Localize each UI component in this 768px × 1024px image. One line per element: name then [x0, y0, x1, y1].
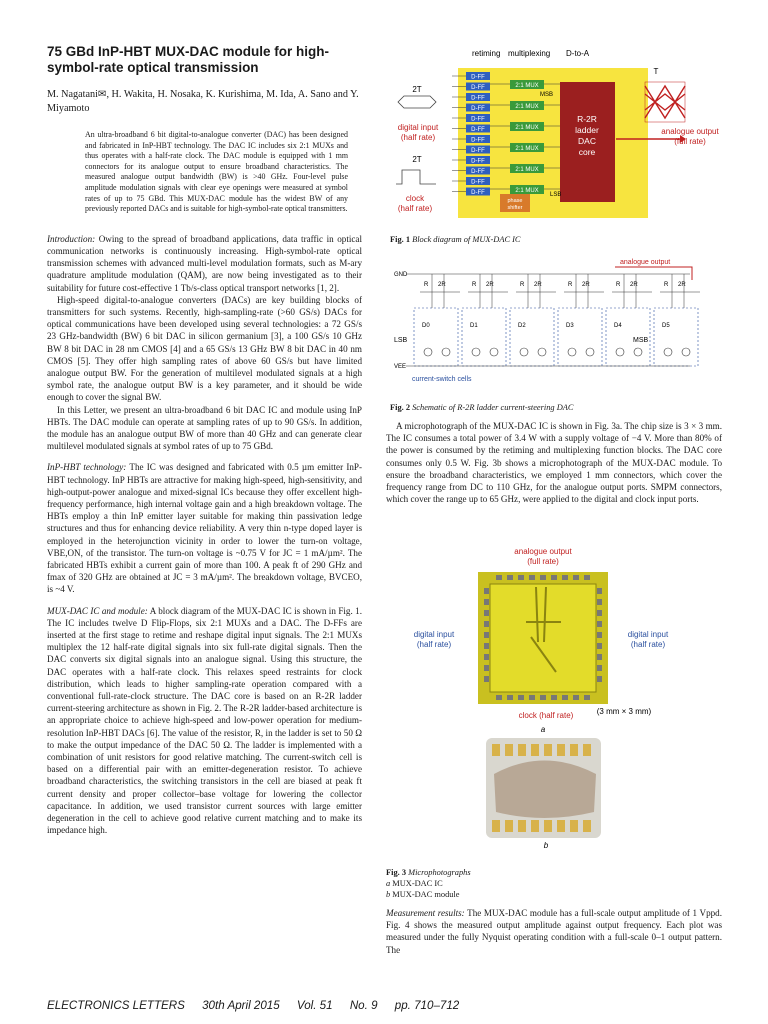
- fig3-analogue-output-label: analogue output: [514, 547, 572, 556]
- current-source: [472, 348, 480, 356]
- two-t-top-label: 2T: [412, 85, 422, 94]
- chip-pad: [573, 695, 579, 700]
- chip-pad: [540, 695, 546, 700]
- chip-pad: [584, 575, 590, 580]
- t-label: T: [653, 67, 659, 76]
- bit-label: D0: [422, 323, 430, 329]
- connector: [544, 744, 552, 756]
- fig2-msb-label: MSB: [633, 337, 649, 344]
- connector: [557, 744, 565, 756]
- bit-label: D3: [566, 323, 574, 329]
- fig3-caption-a-letter: a: [386, 879, 391, 888]
- chip-pad: [484, 588, 489, 594]
- current-source: [616, 348, 624, 356]
- chip-pad: [484, 621, 489, 627]
- bit-label: D4: [614, 323, 622, 329]
- intro-text-1: Owing to the spread of broadband applications, data traffic in optical communication networks is continuously increasing. High-symbol-rate optical transmission schemes with advanced multi-level modulation formats, such as M-ary quadrature amplitude modulation (QAM), are now being investigated as to their suitability for future cost-effective 1 Tb/s-class optical transport networks [1, 2].: [47, 233, 362, 293]
- block-diagram: [390, 44, 735, 219]
- connector: [505, 820, 513, 832]
- chip-pad: [597, 588, 602, 594]
- fig3-caption-label: Fig. 3: [386, 868, 407, 877]
- dff-label: D-FF: [471, 169, 485, 175]
- dff-label: D-FF: [471, 95, 485, 102]
- chip-pad: [484, 654, 489, 660]
- chip-pad: [507, 575, 513, 580]
- dff-label: D-FF: [471, 137, 485, 144]
- eye-diagram-shape: [398, 96, 436, 108]
- chip-pad: [484, 632, 489, 638]
- resistor-label-2r: 2R: [582, 282, 590, 288]
- chip-pad: [551, 695, 557, 700]
- bit-label: D2: [518, 323, 526, 329]
- bit-label: D1: [470, 323, 478, 329]
- fig1-clock-rate-label: (half rate): [397, 204, 433, 213]
- fig1-retiming-label: retiming: [472, 49, 501, 58]
- resistor-label-2r: 2R: [486, 282, 494, 288]
- chip-pad: [518, 695, 524, 700]
- connector: [492, 744, 500, 756]
- r2r-schematic: [390, 252, 735, 387]
- lsb-label: LSB: [550, 192, 562, 198]
- fig1-digital-input-label: digital input: [397, 123, 439, 132]
- chip-pad: [496, 575, 502, 580]
- current-switch-cell: [462, 308, 506, 366]
- connector: [531, 744, 539, 756]
- footer-journal: ELECTRONICS LETTERS: [47, 999, 185, 1012]
- bit-label: D5: [662, 323, 670, 329]
- current-source: [664, 348, 672, 356]
- connector: [583, 820, 591, 832]
- resistor-label: R: [520, 282, 525, 288]
- chip-pad: [529, 575, 535, 580]
- chip-pad: [597, 599, 602, 605]
- current-source: [442, 348, 450, 356]
- mux-label: 2:1 MUX: [515, 187, 539, 194]
- left-column: [47, 44, 362, 837]
- ladder-group: [414, 274, 700, 366]
- chip-pad: [540, 575, 546, 580]
- chip-pad: [518, 575, 524, 580]
- chip-pad: [529, 695, 535, 700]
- connector: [518, 744, 526, 756]
- current-switch-cell: [414, 308, 458, 366]
- dac-core-label-3: DAC: [578, 136, 596, 146]
- dac-core-label-2: ladder: [575, 125, 599, 135]
- dff-label: D-FF: [471, 148, 485, 154]
- fig3-size-label: (3 mm × 3 mm): [596, 707, 652, 716]
- connector: [505, 744, 513, 756]
- fig3-sub-a-label: a: [540, 725, 546, 734]
- current-switch-cell: [558, 308, 602, 366]
- muxdac-paragraph: [47, 605, 362, 837]
- resistor-label-2r: 2R: [534, 282, 542, 288]
- resistor-label: R: [424, 282, 429, 288]
- current-switch-cell: [654, 308, 698, 366]
- footer-date: 30th April 2015: [202, 999, 280, 1012]
- dff-label: D-FF: [471, 190, 485, 196]
- fig3-clock-label: clock (half rate): [518, 711, 574, 720]
- chip-pad: [496, 695, 502, 700]
- chip-pad: [484, 665, 489, 671]
- dff-label: D-FF: [471, 179, 485, 186]
- fig3-caption-b: MUX-DAC module: [392, 890, 460, 899]
- fig3-caption-text: Microphotographs: [408, 868, 471, 877]
- mux-label: 2:1 MUX: [515, 82, 539, 89]
- chip-pad: [597, 632, 602, 638]
- fig3-caption-b-letter: b: [386, 890, 391, 899]
- fig3-half-rate-right: (half rate): [630, 640, 666, 649]
- connector: [544, 820, 552, 832]
- dff-label: D-FF: [471, 116, 485, 123]
- fig3-half-rate-left: (half rate): [416, 640, 452, 649]
- paper-title: 75 GBd InP-HBT MUX-DAC module for high-symbol-rate optical transmission: [47, 44, 329, 75]
- resistor-label: R: [472, 282, 477, 288]
- current-source: [682, 348, 690, 356]
- intro-paragraph-1: [47, 233, 362, 294]
- chip-pad: [597, 621, 602, 627]
- chip-pad: [507, 695, 513, 700]
- module-photo: [486, 738, 601, 838]
- measurement-heading: Measurement results:: [386, 908, 465, 918]
- measurement-section: [386, 907, 722, 956]
- dff-label: D-FF: [471, 106, 485, 112]
- connector: [492, 820, 500, 832]
- microphotographs: [386, 542, 722, 852]
- chip-pad: [597, 665, 602, 671]
- connector: [570, 820, 578, 832]
- current-source: [490, 348, 498, 356]
- fig1-caption-text: Block diagram of MUX-DAC IC: [412, 235, 521, 244]
- fig2-caption-label: Fig. 2: [390, 403, 411, 412]
- dff-label: D-FF: [471, 85, 485, 91]
- measurement-text: The MUX-DAC module has a full-scale output amplitude of 1 Vppd. Fig. 4 shows the measured output amplitude against output frequency. Each plot was measured under the fully Nyquist operating condition with a full-scale 0–1 output pattern. The: [386, 908, 722, 955]
- vee-label: VEE: [394, 364, 407, 370]
- current-source: [424, 348, 432, 356]
- connector: [557, 820, 565, 832]
- fig3-caption-a: MUX-DAC IC: [392, 879, 443, 888]
- connector: [518, 820, 526, 832]
- tech-heading: InP-HBT technology:: [47, 462, 127, 473]
- figure-2: [390, 252, 735, 422]
- fig1-multiplexing-label: multiplexing: [508, 49, 551, 58]
- current-switch-cell: [510, 308, 554, 366]
- intro-paragraph-3: In this Letter, we present an ultra-broadband 6 bit DAC IC and module using InP HBTs. The DAC module can operate at sampling rates of up to 90 GS/s. In addition, the module has an analogue output BW of more than 40 GHz and can generate clear multilevel modulated signals at symbol rates of up to 75 GBd.: [47, 404, 362, 452]
- chip-pad: [597, 654, 602, 660]
- eye-pattern-output: [645, 82, 685, 122]
- fig3-digital-input-left: digital input: [413, 630, 455, 639]
- dff-label: D-FF: [471, 158, 485, 165]
- intro-paragraph-2: High-speed digital-to-analogue converters (DACs) are key building blocks of transmitters for such systems. Recently, high-sampling-rate (>60 GS/s) DACs for optical communications have been developed using several technologies: a 72 GS/s 23 GHz-bandwidth (BW) 6 bit DAC in silicon germanium [3], a 100 GS/s 10 GHz BW 8 bit DAC in 28 nm CMOS [4] and a 65 GS/s 13 GHz BW 8 bit DAC in 40 nm CMOS [5]. They offer high sampling rates of above 60 GS/s but have limited analogue output BW. For the generation of multilevel modulated signals at a high symbol rate, the analogue output BW is a key parameter, and it should be wide enough to cover the signal BW.: [47, 294, 362, 403]
- resistor-label-2r: 2R: [678, 282, 686, 288]
- dff-label: D-FF: [471, 127, 485, 133]
- resistor-label-2r: 2R: [630, 282, 638, 288]
- fig1-analogue-output-label: analogue output: [661, 127, 719, 136]
- current-source: [634, 348, 642, 356]
- phase-shifter-label-1: phase: [507, 198, 523, 204]
- chip-pad: [584, 695, 590, 700]
- chip-pad: [562, 695, 568, 700]
- chip-pad: [551, 575, 557, 580]
- muxdac-heading: MUX-DAC IC and module:: [47, 605, 148, 616]
- dac-core-label-1: R-2R: [577, 114, 597, 124]
- resistor-label: R: [616, 282, 621, 288]
- current-switch-cells-label: current-switch cells: [412, 376, 472, 383]
- fig3-caption: [386, 867, 722, 900]
- fig3-full-rate-label: (full rate): [527, 557, 559, 566]
- dff-label: D-FF: [471, 74, 485, 81]
- current-source: [586, 348, 594, 356]
- fig2-caption: [390, 402, 735, 413]
- abstract: An ultra-broadband 6 bit digital-to-analogue converter (DAC) has been designed and fabricated in InP-HBT technology. The DAC IC includes six 2:1 MUXs and thus operates with a half-rate clock. The DAC module is equipped with 1 mm connectors for its analogue output to ensure broadband characteristics. The measured analogue output bandwidth (BW) is >40 GHz. Four-level pulse amplitude modulation signals with clear eye openings were measured at symbol rates of up to 75 GBd. This MUX-DAC module has the widest BW of any previously reported DACs and is suitable for high-symbol-rate optical transmitters.: [85, 130, 348, 214]
- gnd-label: GND: [394, 272, 408, 278]
- chip-pad: [562, 575, 568, 580]
- resistor-label: R: [568, 282, 573, 288]
- journal-footer: [47, 999, 727, 1012]
- fig3-sub-b-label: b: [543, 841, 549, 850]
- connector: [583, 744, 591, 756]
- author-list: M. Nagatani✉, H. Wakita, H. Nosaka, K. Kurishima, M. Ida, A. Sano and Y. Miyamoto: [47, 89, 359, 114]
- mux-label: 2:1 MUX: [515, 166, 539, 173]
- fig2-output-line: [615, 267, 692, 280]
- current-source: [520, 348, 528, 356]
- fig1-dtoa-label: D-to-A: [566, 49, 590, 58]
- chip-pad: [484, 676, 489, 682]
- figure-3: [386, 542, 722, 902]
- right-paragraph-1: A microphotograph of the MUX-DAC IC is shown in Fig. 3a. The chip size is 3 × 3 mm. The IC consumes a total power of 3.4 W with a supply voltage of −4 V. More than 80% of the power is consumed by the retiming and multiplexing function blocks. The DAC core consumes only 0.5 W. Fig. 3b shows a microphotograph of the MUX-DAC module. To ensure the broadband characteristics, we employed 1 mm connectors, which cover the frequency range from DC to 110 GHz, for the analogue output ports. SMPM connectors, which cover the range up to 65 GHz, were applied to the digital and clock input ports.: [386, 421, 722, 505]
- fig2-analogue-output-label: analogue output: [620, 259, 671, 266]
- connector: [531, 820, 539, 832]
- clock-waveform: [396, 170, 436, 184]
- msb-label: MSB: [540, 92, 554, 98]
- fig3-digital-input-right: digital input: [627, 630, 669, 639]
- connector: [570, 744, 578, 756]
- body-text-right: [386, 420, 722, 505]
- body-text-left: [47, 233, 362, 837]
- resistor-label: R: [664, 282, 669, 288]
- tech-text: The IC was designed and fabricated with 0.5 µm emitter InP-HBT technology. InP HBTs are attractive for making high-speed, high-sensitivity, and high-output-power analogue and mixed-signal ICs because they offer excellent high-frequency performance, high internal voltage gain and a high breakdown voltage. The HBTs employ a thin InP emitter layer suitable for making thin passivation ledge structures and thus for enhancing device reliability. A very thin n-type doped layer is employed in the heterojunction vicinity in order to lower the turn-on voltage, VBE,ON, of the transistor. The turn-on voltage is ~0.75 V for JC = 1 mA/µm². The fabricated HBTs exhibit a current gain of more than 100. A peak ft of 290 GHz and fmax of 320 GHz are obtained at JC = 3 mA/µm². The breakdown voltage, BVCEO, is ~4 V.: [47, 462, 363, 595]
- resistor-label-2r: 2R: [438, 282, 446, 288]
- current-source: [538, 348, 546, 356]
- mux-label: 2:1 MUX: [515, 145, 539, 152]
- figure-1: [390, 44, 735, 244]
- chip-pad: [597, 610, 602, 616]
- fig1-caption: [390, 234, 735, 245]
- mux-label: 2:1 MUX: [515, 103, 539, 110]
- chip-pad: [573, 575, 579, 580]
- intro-heading: Introduction:: [47, 233, 96, 244]
- current-source: [568, 348, 576, 356]
- fig2-caption-text: Schematic of R-2R ladder current-steering DAC: [412, 403, 574, 412]
- fig1-clock-label: clock: [405, 194, 425, 203]
- footer-volume: Vol. 51: [296, 999, 333, 1012]
- dac-core-label-4: core: [578, 147, 596, 157]
- fig1-full-rate-label: (full rate): [674, 137, 706, 146]
- chip-core-area: [490, 584, 596, 692]
- fig2-lsb-label: LSB: [394, 337, 408, 344]
- fig1-half-rate-label: (half rate): [400, 133, 436, 142]
- mux-label: 2:1 MUX: [515, 124, 539, 131]
- two-t-bottom-label: 2T: [412, 155, 422, 164]
- measurement-paragraph: [386, 907, 722, 956]
- chip-pad: [597, 643, 602, 649]
- fig1-caption-label: Fig. 1: [390, 235, 411, 244]
- footer-issue: No. 9: [349, 999, 378, 1012]
- phase-shifter-label-2: shifter: [507, 205, 523, 211]
- chip-pad: [597, 676, 602, 682]
- tech-paragraph: [47, 461, 362, 595]
- muxdac-text: A block diagram of the MUX-DAC IC is shown in Fig. 1. The IC includes twelve D Flip-Flops, six 2:1 MUXs and a DAC. The D-FFs are inserted at the first stage to retime and reshape digital input signals. The 2:1 MUXs multiplex the 12 half-rate digital signals into six full-rate digital signals. Then the DAC converts six digital signals into an analogue signal. Using this structure, the DAC operates with a half-rate clock. This relaxes speed restraints for clock distribution, which leads to higher sampling-rate operation compared with a conventional full-rate-clock structure. The DAC core is based on an R-2R ladder current-steering architecture as shown in Fig. 2. The R-2R ladder-based architecture is an appropriate choice to achieve high-speed and low-power operation for medium-resolution InP-HBT DACs [6]. The value of the resistor, R, in the ladder is set to 50 Ω to make the output impedance of the DAC 50 Ω. The ladder is implemented with a combination of unit resistors for good relative matching. The current-switch cell is based on a differential pair with an emitter-degeneration resistor. To achieve broadband characteristics, the switching transistors in the cell are biased at peak ft current density and proper collector–base voltage for lowering the collector capacitance. In addition, we used transistor current sources with large emitter degeneration in the cell to achieve good relative current matching and to make its impedance high.: [47, 605, 362, 836]
- chip-pad: [484, 610, 489, 616]
- chip-pad: [484, 599, 489, 605]
- chip-pad: [484, 643, 489, 649]
- footer-pages: pp. 710–712: [394, 999, 460, 1012]
